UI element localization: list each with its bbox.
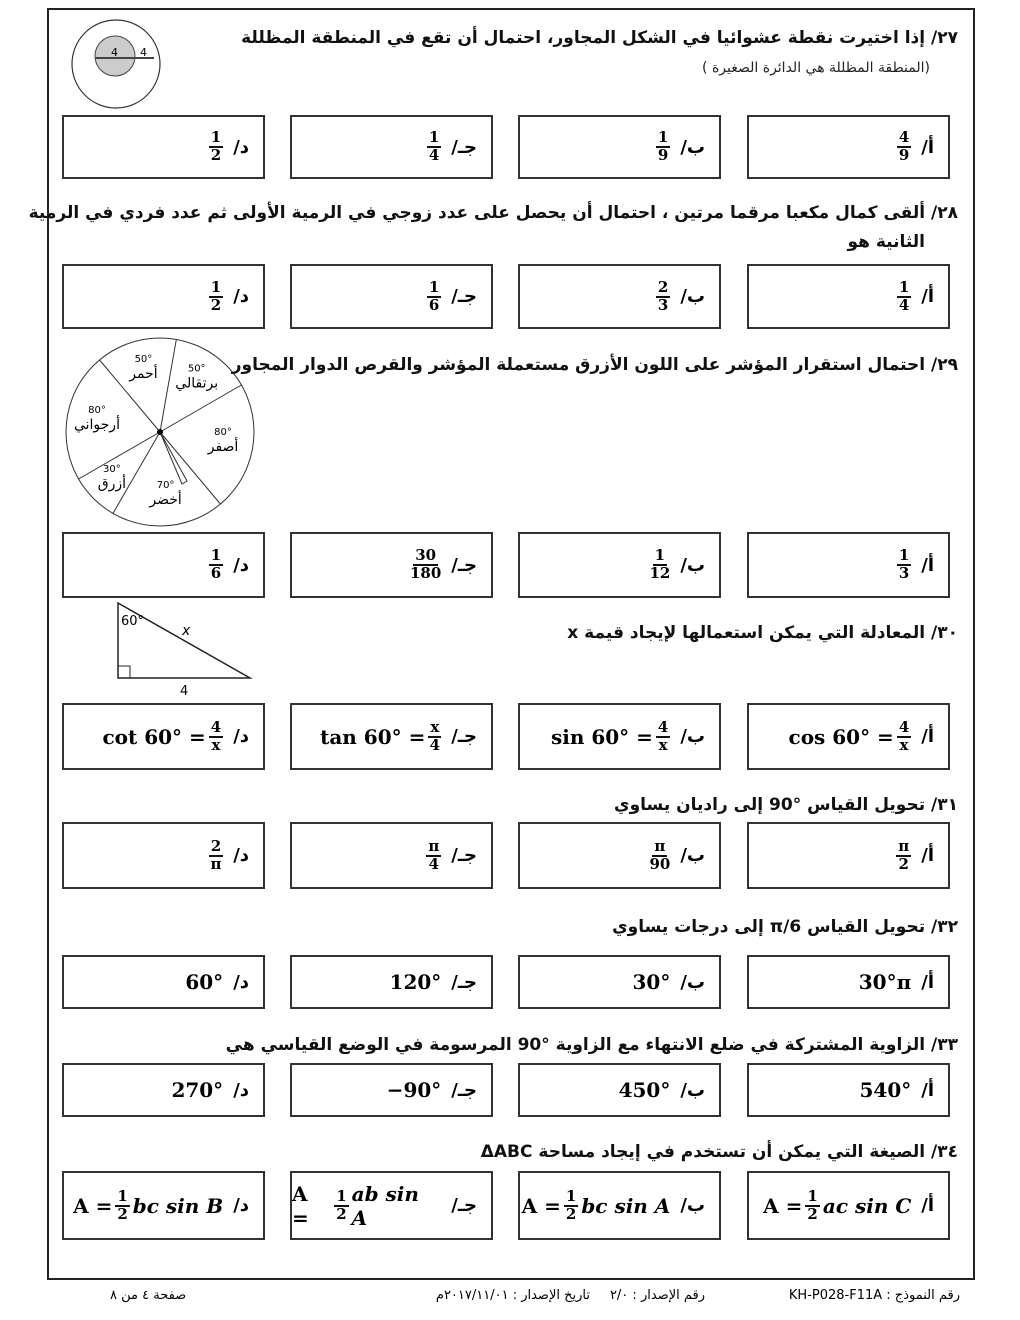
- numerator: 2: [210, 836, 222, 855]
- option-expression: [185, 970, 223, 994]
- spinner-hub: [157, 429, 163, 435]
- expr-suffix: bc sin A: [581, 1193, 671, 1218]
- answer-option[interactable]: [62, 703, 265, 770]
- option-label: جـ/: [451, 554, 477, 576]
- option-label: جـ/: [451, 136, 477, 158]
- expr-prefix: 540°: [859, 1078, 912, 1102]
- fraction: [649, 836, 671, 873]
- question-28-subtitle: الثانية هو: [847, 232, 925, 252]
- answer-option[interactable]: [747, 115, 950, 179]
- answer-option[interactable]: [290, 955, 493, 1009]
- option-label: د/: [233, 286, 249, 307]
- question-27-subtitle: (المنطقة المظللة هي الدائرة الصغيرة ): [702, 60, 930, 76]
- hypotenuse-label: x: [182, 623, 191, 639]
- option-expression: [320, 717, 441, 754]
- option-label: ب/: [680, 1195, 705, 1216]
- fraction: [897, 548, 911, 582]
- option-expression: [763, 1186, 912, 1223]
- option-expression: [897, 130, 911, 164]
- option-label: د/: [233, 845, 249, 866]
- numerator: π: [654, 836, 666, 855]
- numerator: 4: [898, 717, 910, 736]
- sector-color-name: أرجواني: [73, 416, 120, 433]
- expr-prefix: sin 60° =: [550, 724, 653, 749]
- numerator: x: [430, 717, 440, 736]
- fraction: [115, 1186, 129, 1223]
- answer-option[interactable]: [290, 264, 493, 329]
- fraction: [427, 277, 441, 314]
- sector-color-name: أزرق: [97, 476, 127, 493]
- option-label: أ/: [921, 971, 934, 993]
- denominator: x: [899, 735, 909, 754]
- sector-degree: 70°: [156, 479, 175, 491]
- option-expression: [73, 1186, 224, 1223]
- denominator: 90: [649, 854, 671, 873]
- denominator: 4: [429, 735, 441, 754]
- option-label: ب/: [680, 1079, 705, 1101]
- footer-date: تاريخ الإصدار : ٢٠١٧/١١/٠١م: [435, 1288, 590, 1303]
- answer-option[interactable]: [518, 1063, 721, 1117]
- answer-option[interactable]: [62, 115, 265, 179]
- answer-option[interactable]: [747, 1171, 950, 1240]
- denominator: 2: [565, 1204, 577, 1223]
- answer-option[interactable]: [62, 955, 265, 1009]
- answer-option[interactable]: [518, 703, 721, 770]
- numerator: 1: [898, 546, 910, 565]
- denominator: 2: [117, 1204, 128, 1223]
- numerator: 1: [428, 277, 440, 296]
- concentric-circles-figure: [66, 18, 166, 110]
- expr-suffix: ac sin C: [822, 1193, 912, 1218]
- numerator: 1: [117, 1186, 128, 1205]
- question-34-text: ٣٤/ الصيغة التي يمكن أن تستخدم في إيجاد مساحة ΔABC: [480, 1142, 958, 1162]
- expr-suffix: ab sin A: [351, 1181, 419, 1230]
- expr-prefix: cos 60° =: [788, 724, 894, 749]
- fraction: [426, 836, 441, 873]
- sector-degree: 50°: [187, 363, 206, 375]
- numerator: 1: [210, 128, 222, 147]
- expr-prefix: A =: [73, 1193, 113, 1218]
- expr-prefix: −90°: [386, 1078, 442, 1102]
- option-label: أ/: [921, 136, 934, 158]
- answer-option[interactable]: [290, 1171, 493, 1240]
- fraction: [428, 717, 441, 754]
- fraction: [209, 130, 223, 164]
- denominator: 4: [428, 854, 440, 873]
- option-label: ب/: [680, 726, 705, 747]
- expr-prefix: 30°π: [858, 970, 912, 994]
- option-expression: [656, 130, 670, 164]
- option-label: د/: [233, 971, 249, 993]
- option-expression: [649, 548, 670, 582]
- base-label: 4: [180, 684, 189, 699]
- sector-color-name: أخضر: [149, 491, 182, 508]
- answer-option[interactable]: [747, 264, 950, 329]
- answer-option[interactable]: [62, 822, 265, 889]
- option-label: جـ/: [451, 845, 477, 866]
- angle-label: 60°: [121, 614, 145, 629]
- expr-prefix: cot 60° =: [102, 724, 206, 749]
- option-label: ب/: [680, 136, 705, 158]
- denominator: 4: [898, 295, 910, 314]
- sector-color-name: برتقالي: [175, 375, 219, 392]
- expr-prefix: 30°: [632, 970, 671, 994]
- answer-option[interactable]: [62, 264, 265, 329]
- numerator: 1: [210, 277, 222, 296]
- denominator: π: [210, 854, 222, 873]
- option-label: جـ/: [451, 971, 477, 993]
- fraction: [334, 1186, 348, 1223]
- fraction: [656, 130, 670, 164]
- option-expression: [209, 277, 223, 314]
- expr-prefix: A =: [292, 1181, 309, 1230]
- answer-option[interactable]: [518, 264, 721, 329]
- numerator: 30: [415, 546, 437, 565]
- option-expression: [292, 1182, 441, 1230]
- option-expression: [410, 548, 441, 582]
- option-label: جـ/: [451, 1079, 477, 1101]
- option-expression: [426, 836, 441, 873]
- fraction: [209, 836, 223, 873]
- option-expression: [632, 970, 670, 994]
- denominator: 3: [898, 564, 910, 582]
- option-label: أ/: [921, 286, 934, 307]
- option-label: جـ/: [451, 286, 477, 307]
- expr-prefix: A =: [763, 1193, 803, 1218]
- footer-page: صفحة ٤ من ٨: [110, 1288, 187, 1303]
- question-31-text: ٣١/ تحويل القياس °90 إلى راديان يساوي: [614, 795, 958, 815]
- fraction: [410, 548, 441, 582]
- denominator: 2: [807, 1204, 818, 1223]
- option-label: ب/: [680, 845, 705, 866]
- question-27-text: ٢٧/ إذا اختيرت نقطة عشوائيا في الشكل المجاور، احتمال أن تقع في المنطقة المظللة: [241, 28, 958, 48]
- denominator: 9: [898, 146, 910, 164]
- option-expression: [171, 1078, 223, 1102]
- expr-prefix: 450°: [618, 1078, 671, 1102]
- option-label: ب/: [680, 554, 705, 576]
- fraction: [897, 277, 911, 314]
- expr-prefix: 270°: [171, 1078, 224, 1102]
- denominator: x: [211, 735, 221, 754]
- option-label: أ/: [921, 845, 934, 866]
- answer-option[interactable]: [747, 1063, 950, 1117]
- option-label: د/: [233, 136, 249, 158]
- denominator: 9: [657, 146, 669, 164]
- answer-option[interactable]: [518, 1171, 721, 1240]
- fraction: [427, 130, 441, 164]
- sector-color-name: أصفر: [207, 439, 239, 456]
- fraction: [897, 130, 911, 164]
- footer: [60, 1288, 960, 1308]
- answer-option[interactable]: [62, 1171, 265, 1240]
- answer-option[interactable]: [518, 115, 721, 179]
- expr-prefix: A =: [521, 1193, 561, 1218]
- fraction: [209, 717, 223, 754]
- option-expression: [550, 717, 670, 754]
- answer-option[interactable]: [290, 822, 493, 889]
- option-label: ب/: [680, 971, 705, 993]
- option-expression: [896, 836, 911, 873]
- answer-option[interactable]: [62, 1063, 265, 1117]
- option-expression: [788, 717, 912, 754]
- option-label: جـ/: [451, 1195, 477, 1216]
- spinner-wheel-figure: [60, 335, 260, 530]
- answer-option[interactable]: [518, 822, 721, 889]
- option-expression: [209, 130, 223, 164]
- denominator: 3: [657, 295, 669, 314]
- option-label: أ/: [921, 554, 934, 576]
- answer-option[interactable]: [290, 532, 493, 598]
- option-expression: [387, 1078, 442, 1102]
- option-label: د/: [233, 1195, 249, 1216]
- question-28-text: ٢٨/ ألقى كمال مكعبا مرقما مرتين ، احتمال أن يحصل على عدد زوجي في الرمية الأولى ثم عدد فردي في الرمية: [28, 203, 958, 223]
- question-30-text: ٣٠/ المعادلة التي يمكن استعمالها لإيجاد قيمة x: [567, 623, 958, 643]
- option-expression: [209, 836, 223, 873]
- fraction: [897, 717, 911, 754]
- numerator: 4: [657, 717, 669, 736]
- option-expression: [859, 970, 911, 994]
- fraction: [656, 277, 670, 314]
- option-label: د/: [233, 554, 249, 576]
- sector-degree: 80°: [88, 404, 106, 416]
- numerator: 1: [807, 1186, 818, 1205]
- answer-option[interactable]: [518, 955, 721, 1009]
- fraction: [805, 1186, 819, 1223]
- fraction: [896, 836, 911, 873]
- numerator: 1: [210, 546, 222, 565]
- question-32-text: ٣٢/ تحويل القياس π/6 إلى درجات يساوي: [612, 917, 958, 937]
- answer-option[interactable]: [747, 822, 950, 889]
- denominator: 180: [409, 564, 442, 582]
- sector-degree: 80°: [214, 427, 232, 439]
- numerator: 4: [898, 128, 910, 147]
- numerator: 2: [657, 277, 669, 296]
- option-expression: [656, 277, 670, 314]
- numerator: 1: [565, 1186, 577, 1205]
- numerator: 1: [657, 128, 669, 147]
- question-33-text: ٣٣/ الزاوية المشتركة في ضلع الانتهاء مع الزاوية °90 المرسومة في الوضع القياسي هي: [225, 1035, 958, 1055]
- option-label: أ/: [921, 1079, 934, 1101]
- expr-prefix: 60°: [185, 970, 224, 994]
- sector-color-name: أحمر: [129, 366, 158, 383]
- option-label: د/: [233, 726, 249, 747]
- denominator: 2: [210, 146, 222, 164]
- answer-option[interactable]: [290, 115, 493, 179]
- numerator: 1: [336, 1186, 347, 1205]
- fraction: [209, 548, 223, 582]
- answer-option[interactable]: [290, 703, 493, 770]
- option-label: جـ/: [451, 726, 477, 747]
- denominator: 12: [649, 564, 671, 582]
- footer-model: رقم النموذج : KH-P028-F11A: [788, 1288, 960, 1303]
- option-expression: [860, 1078, 912, 1102]
- fraction: [209, 277, 223, 314]
- denominator: 6: [210, 564, 222, 582]
- numerator: π: [898, 836, 910, 855]
- fraction: [649, 548, 670, 582]
- option-expression: [390, 970, 442, 994]
- answer-option[interactable]: [747, 703, 950, 770]
- denominator: 2: [898, 854, 909, 873]
- footer-version: رقم الإصدار : ٢/٠: [609, 1288, 705, 1303]
- option-expression: [897, 277, 911, 314]
- option-label: أ/: [921, 726, 934, 747]
- numerator: 1: [898, 277, 910, 296]
- denominator: 4: [428, 146, 440, 164]
- option-expression: [649, 836, 671, 873]
- expr-prefix: 120°: [389, 970, 442, 994]
- option-label: د/: [233, 1079, 249, 1101]
- option-expression: [102, 717, 223, 754]
- answer-option[interactable]: [290, 1063, 493, 1117]
- ring-width-label: 4: [140, 46, 147, 59]
- question-29-text: ٢٩/ احتمال استقرار المؤشر على اللون الأزرق مستعملة المؤشر والقرص الدوار المجاور: [231, 355, 958, 375]
- numerator: π: [428, 836, 440, 855]
- fraction: [656, 717, 670, 754]
- denominator: 2: [336, 1204, 347, 1223]
- numerator: 1: [654, 546, 666, 565]
- option-expression: [619, 1078, 671, 1102]
- option-expression: [209, 548, 223, 582]
- option-expression: [427, 130, 441, 164]
- fraction: [564, 1186, 578, 1223]
- right-triangle-figure: [110, 595, 260, 700]
- denominator: x: [658, 735, 668, 754]
- option-expression: [521, 1186, 671, 1223]
- sector-degree: 50°: [134, 354, 153, 366]
- denominator: 2: [210, 295, 222, 314]
- expr-suffix: bc sin B: [132, 1193, 224, 1218]
- answer-option[interactable]: [518, 532, 721, 598]
- numerator: 1: [428, 128, 440, 147]
- expr-prefix: tan 60° =: [320, 724, 426, 749]
- denominator: 6: [428, 295, 440, 314]
- sector-degree: 30°: [103, 464, 121, 476]
- option-expression: [897, 548, 911, 582]
- option-label: ب/: [680, 286, 705, 307]
- answer-option[interactable]: [747, 955, 950, 1009]
- option-label: أ/: [921, 1195, 934, 1216]
- inner-radius-label: 4: [111, 46, 118, 59]
- answer-option[interactable]: [747, 532, 950, 598]
- numerator: 4: [210, 717, 222, 736]
- option-expression: [427, 277, 441, 314]
- answer-option[interactable]: [62, 532, 265, 598]
